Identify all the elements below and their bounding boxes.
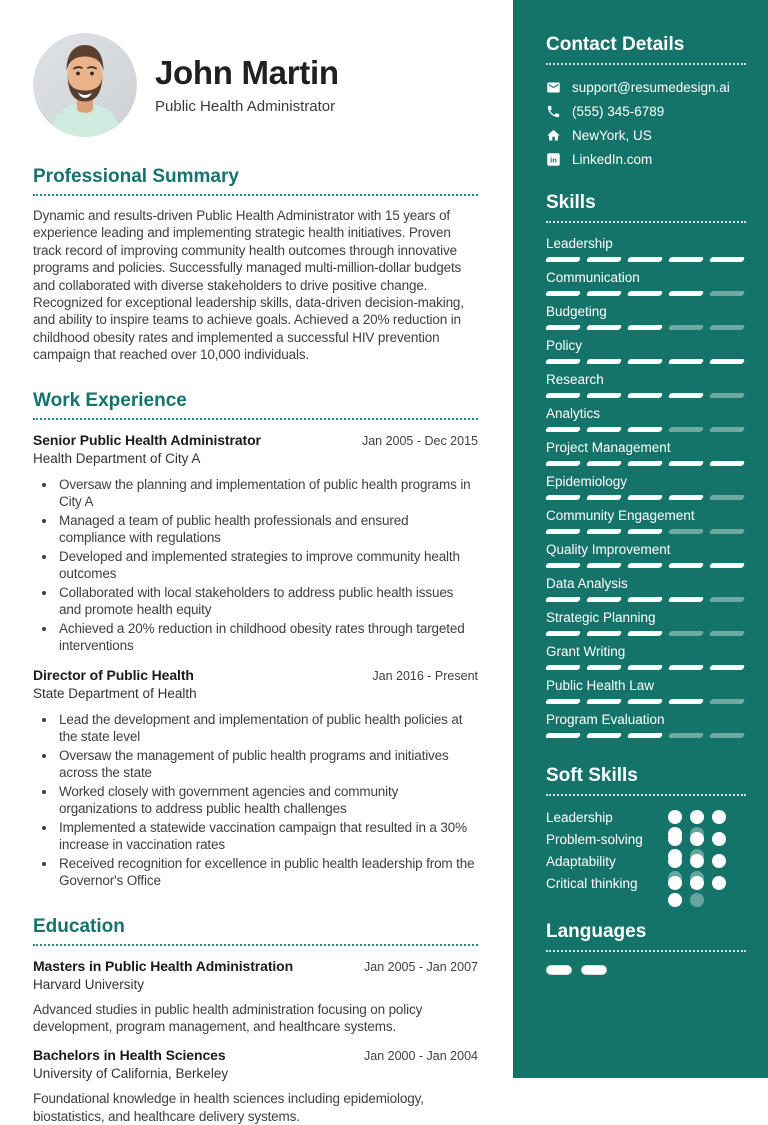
soft-skill-item [546, 810, 746, 824]
skill-label: Research [546, 372, 604, 387]
contact-row[interactable] [546, 128, 746, 143]
skill-label: Communication [546, 270, 640, 285]
skill-bar-segment-filled [668, 359, 704, 364]
skill-bar-segment-filled [627, 699, 663, 704]
language-chip[interactable] [546, 965, 572, 975]
skill-item [546, 576, 746, 602]
skill-label: Strategic Planning [546, 610, 656, 625]
job-bullets [33, 711, 478, 890]
skill-label: Analytics [546, 406, 601, 421]
skill-item [546, 474, 746, 500]
skill-bar-segment-filled [627, 257, 663, 262]
skill-bar-segment-filled [545, 359, 581, 364]
skill-label: Policy [546, 338, 583, 353]
skill-bar-segment-filled [709, 563, 745, 568]
soft-skill-label: Adaptability [546, 854, 616, 869]
skill-bar-segment-filled [545, 631, 581, 636]
skill-bar-segment-filled [586, 733, 622, 738]
skill-bar-segment-filled [709, 359, 745, 364]
skill-label: Epidemiology [546, 474, 628, 489]
skill-bar-segment-filled [627, 325, 663, 330]
skill-label: Project Management [546, 440, 671, 455]
soft-skill-dot-filled [668, 854, 682, 868]
skill-bar-segment-empty [709, 427, 745, 432]
education-description: Advanced studies in public health administration focusing on policy development, program management, and healthcare systems. [33, 1001, 423, 1035]
skill-bar-segment-filled [668, 393, 704, 398]
skill-bar-segment-empty [709, 291, 745, 296]
skill-item [546, 644, 746, 670]
skill-item [546, 712, 746, 738]
skills-heading: Skills [546, 192, 746, 223]
skill-label: Quality Improvement [546, 542, 671, 557]
contact-heading: Contact Details [546, 34, 746, 65]
skill-level-bar [546, 563, 746, 568]
contact-text: (555) 345-6789 [572, 104, 665, 119]
job-entry [33, 432, 478, 655]
job-entry [33, 667, 478, 890]
skill-label: Program Evaluation [546, 712, 665, 727]
soft-skill-dot-filled [712, 876, 726, 890]
skill-bar-segment-filled [668, 461, 704, 466]
skill-label: Budgeting [546, 304, 607, 319]
skill-bar-segment-empty [709, 393, 745, 398]
soft-skill-dots [668, 876, 746, 907]
skill-bar-segment-filled [586, 529, 622, 534]
section-skills [546, 192, 746, 738]
skill-item [546, 678, 746, 704]
skill-item [546, 236, 746, 262]
resume-sidebar [513, 0, 768, 1078]
skill-level-bar [546, 461, 746, 466]
skill-bar-segment-filled [586, 665, 622, 670]
skill-bar-segment-filled [627, 733, 663, 738]
contact-row[interactable] [546, 152, 746, 167]
skill-item [546, 304, 746, 330]
skill-bar-segment-filled [545, 529, 581, 534]
svg-text:in: in [550, 155, 557, 165]
soft-skills-list [546, 810, 746, 890]
skill-bar-segment-filled [668, 563, 704, 568]
soft-skill-dot-empty [690, 893, 704, 907]
skill-bar-segment-filled [586, 563, 622, 568]
soft-skill-item [546, 854, 746, 868]
contact-text: support@resumedesign.ai [572, 80, 730, 95]
bullet-item: • Achieved a 20% reduction in childhood obesity rates through targeted interventions [57, 620, 478, 655]
skill-item [546, 542, 746, 568]
skill-bar-segment-filled [586, 461, 622, 466]
soft-skill-item [546, 876, 746, 890]
skill-bar-segment-empty [668, 325, 704, 330]
skill-bar-segment-filled [627, 427, 663, 432]
bullet-item: • Implemented a statewide vaccination campaign that resulted in a 30% increase in vaccination rates [57, 819, 478, 854]
skill-level-bar [546, 733, 746, 738]
skill-bar-segment-filled [545, 325, 581, 330]
skill-bar-segment-filled [627, 631, 663, 636]
section-work-experience [33, 390, 478, 890]
soft-skill-label: Leadership [546, 810, 613, 825]
skill-level-bar [546, 325, 746, 330]
skill-bar-segment-filled [586, 257, 622, 262]
skill-label: Leadership [546, 236, 613, 251]
soft-skill-dot-filled [668, 893, 682, 907]
bullet-item: • Developed and implemented strategies to improve community health outcomes [57, 548, 478, 583]
skill-bar-segment-filled [586, 427, 622, 432]
job-title: Director of Public Health [33, 666, 194, 683]
job-bullets [33, 476, 478, 655]
bullet-item: • Received recognition for excellence in public health leadership from the Governor's Office [57, 855, 478, 890]
skill-bar-segment-filled [709, 461, 745, 466]
skill-level-bar [546, 257, 746, 262]
skill-level-bar [546, 359, 746, 364]
skill-bar-segment-filled [627, 529, 663, 534]
skill-level-bar [546, 529, 746, 534]
soft-skill-item [546, 832, 746, 846]
job-header-row [33, 432, 478, 448]
soft-skill-dot-filled [690, 810, 704, 824]
avatar-illustration [33, 33, 137, 137]
job-company: Health Department of City A [33, 450, 201, 466]
language-chip[interactable] [581, 965, 607, 975]
jobs-list [33, 432, 478, 890]
person-job-title: Public Health Administrator [155, 98, 336, 116]
degree-title: Masters in Public Health Administration [33, 957, 294, 974]
soft-skill-dot-filled [668, 810, 682, 824]
skill-item [546, 440, 746, 466]
soft-skill-label: Problem-solving [546, 832, 643, 847]
languages-heading: Languages [546, 921, 746, 952]
school-name: Harvard University [33, 976, 145, 992]
skill-bar-segment-filled [586, 495, 622, 500]
skill-level-bar [546, 495, 746, 500]
skill-bar-segment-empty [668, 529, 704, 534]
skill-level-bar [546, 291, 746, 296]
skill-bar-segment-filled [627, 359, 663, 364]
skill-level-bar [546, 393, 746, 398]
skill-bar-segment-filled [545, 427, 581, 432]
skill-bar-segment-filled [627, 563, 663, 568]
job-dates: Jan 2016 - Present [372, 668, 478, 683]
skill-bar-segment-filled [545, 733, 581, 738]
bullet-item: • Collaborated with local stakeholders to address public health issues and promote health equity [57, 584, 478, 619]
skill-item [546, 610, 746, 636]
skill-label: Grant Writing [546, 644, 626, 659]
education-description: Foundational knowledge in health sciences including epidemiology, biostatistics, and healthcare delivery systems. [33, 1091, 424, 1124]
skill-bar-segment-filled [627, 393, 663, 398]
skill-bar-segment-filled [668, 495, 704, 500]
bullet-item: • Lead the development and implementation of public health policies at the state level [57, 711, 478, 746]
contact-text: NewYork, US [572, 128, 652, 143]
skill-item [546, 406, 746, 432]
job-title: Senior Public Health Administrator [33, 431, 261, 448]
skill-bar-segment-filled [545, 597, 581, 602]
skill-bar-segment-filled [668, 257, 704, 262]
skill-item [546, 270, 746, 296]
soft-skill-dot-filled [690, 832, 704, 846]
skill-bar-segment-filled [545, 699, 581, 704]
skill-bar-segment-filled [627, 291, 663, 296]
skill-bar-segment-empty [709, 495, 745, 500]
soft-skill-dot-filled [712, 810, 726, 824]
profile-photo [33, 33, 137, 137]
skill-bar-segment-filled [586, 325, 622, 330]
linkedin-icon [546, 152, 561, 167]
skill-bar-segment-filled [545, 393, 581, 398]
skill-bar-segment-empty [668, 631, 704, 636]
skill-bar-segment-filled [586, 699, 622, 704]
job-dates: Jan 2005 - Dec 2015 [361, 433, 478, 448]
section-contact-details [546, 34, 746, 167]
skill-bar-segment-filled [545, 291, 581, 296]
skill-level-bar [546, 699, 746, 704]
skill-bar-segment-filled [627, 665, 663, 670]
skill-bar-segment-filled [586, 631, 622, 636]
contact-text: LinkedIn.com [572, 152, 653, 167]
home-icon [546, 128, 561, 143]
identity-block [155, 55, 339, 115]
school-name: University of California, Berkeley [33, 1066, 229, 1082]
education-header-row [33, 1047, 478, 1063]
skill-bar-segment-filled [586, 597, 622, 602]
summary-heading: Professional Summary [33, 166, 478, 196]
bullet-item: • Oversaw the planning and implementation of public health programs in City A [57, 476, 478, 511]
bullet-item: • Worked closely with government agencies and community organizations to address public health challenges [57, 783, 478, 818]
soft-skill-dot-filled [690, 876, 704, 890]
skill-bar-segment-filled [586, 291, 622, 296]
skill-bar-segment-filled [668, 665, 704, 670]
skill-item [546, 372, 746, 398]
skill-bar-segment-filled [668, 699, 704, 704]
section-soft-skills [546, 765, 746, 890]
skill-bar-segment-filled [545, 563, 581, 568]
skill-bar-segment-empty [709, 631, 745, 636]
skill-bar-segment-empty [709, 325, 745, 330]
contact-row[interactable] [546, 104, 746, 119]
skill-level-bar [546, 631, 746, 636]
skill-label: Data Analysis [546, 576, 628, 591]
soft-skills-heading: Soft Skills [546, 765, 746, 796]
section-education [33, 916, 478, 1125]
section-languages [546, 921, 746, 975]
phone-icon [546, 104, 561, 119]
soft-skill-dot-filled [712, 832, 726, 846]
skill-bar-segment-empty [709, 699, 745, 704]
skill-bar-segment-filled [545, 665, 581, 670]
skill-bar-segment-filled [668, 291, 704, 296]
education-header-row [33, 958, 478, 974]
soft-skill-dot-filled [668, 876, 682, 890]
skill-bar-segment-filled [545, 461, 581, 466]
skill-bar-segment-filled [627, 597, 663, 602]
skill-level-bar [546, 427, 746, 432]
skill-label: Community Engagement [546, 508, 695, 523]
skill-bar-segment-filled [668, 597, 704, 602]
skill-bar-segment-filled [709, 257, 745, 262]
education-dates: Jan 2005 - Jan 2007 [364, 959, 478, 974]
contact-row[interactable] [546, 80, 746, 95]
skill-bar-segment-empty [709, 733, 745, 738]
education-dates: Jan 2000 - Jan 2004 [364, 1049, 478, 1064]
soft-skill-dot-filled [712, 854, 726, 868]
bullet-item: • Managed a team of public health professionals and ensured compliance with regulations [57, 512, 478, 547]
education-entry [33, 1047, 478, 1125]
resume-header [33, 33, 478, 137]
skill-item [546, 338, 746, 364]
degree-title: Bachelors in Health Sciences [33, 1047, 226, 1064]
soft-skill-dot-filled [668, 832, 682, 846]
education-list [33, 958, 478, 1125]
skill-bar-segment-empty [668, 733, 704, 738]
skill-bar-segment-filled [709, 665, 745, 670]
skills-list [546, 236, 746, 738]
skill-bar-segment-filled [586, 359, 622, 364]
skill-bar-segment-empty [668, 427, 704, 432]
section-professional-summary [33, 166, 478, 364]
skill-bar-segment-filled [627, 461, 663, 466]
skill-bar-segment-empty [709, 529, 745, 534]
education-entry [33, 958, 478, 1036]
person-name: John Martin [155, 53, 339, 91]
job-company: State Department of Health [33, 685, 197, 701]
bullet-item: • Oversaw the management of public health programs and initiatives across the state [57, 747, 478, 782]
education-heading: Education [33, 916, 478, 946]
soft-skill-label: Critical thinking [546, 876, 638, 891]
skill-bar-segment-filled [586, 393, 622, 398]
soft-skill-dot-filled [690, 854, 704, 868]
skill-level-bar [546, 597, 746, 602]
summary-text: Dynamic and results-driven Public Health Administrator with 15 years of experience leading and implementing strategic health initiatives. Proven track record of improving community health outcomes through innovative programs and policies. Successfully managed multi-million-dollar budgets and collaborated with diverse stakeholders to drive positive change. Recognized for exceptional leadership skills, data-driven decision-making, and ability to inspire teams to achieve goals. Achieved a 20% reduction in childhood obesity rates and implemented a successful HIV prevention campaign that reached over 10,000 individuals. [33, 208, 464, 363]
skill-level-bar [546, 665, 746, 670]
languages-list [546, 965, 746, 975]
skill-bar-segment-empty [709, 597, 745, 602]
job-header-row [33, 667, 478, 683]
skill-bar-segment-filled [627, 495, 663, 500]
skill-bar-segment-filled [545, 495, 581, 500]
work-heading: Work Experience [33, 390, 478, 420]
skill-item [546, 508, 746, 534]
email-icon [546, 80, 561, 95]
skill-bar-segment-filled [545, 257, 581, 262]
skill-label: Public Health Law [546, 678, 655, 693]
contact-list [546, 80, 746, 167]
